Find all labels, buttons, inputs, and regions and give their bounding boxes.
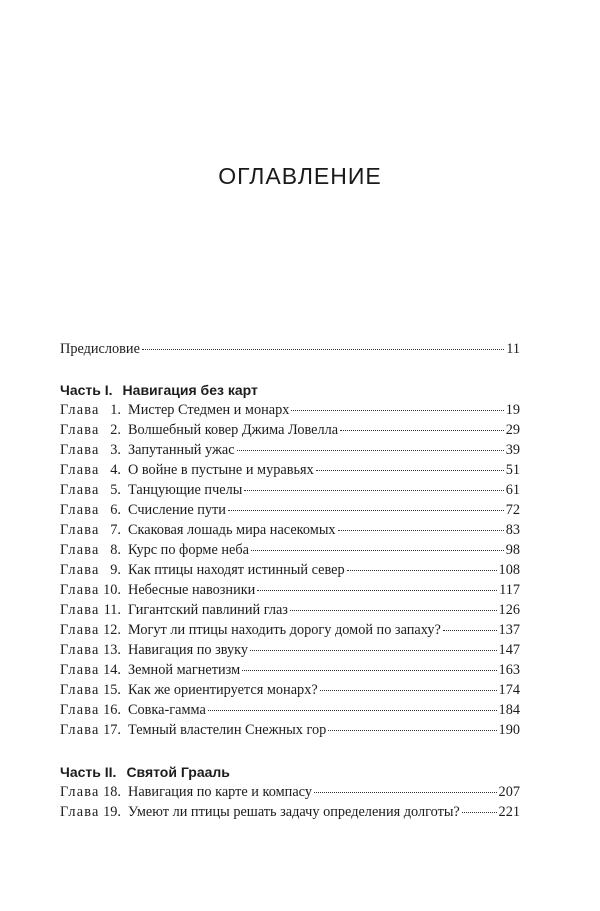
chapter-word: Глава <box>60 602 100 618</box>
dot-leader <box>316 470 504 471</box>
toc-entry-chapter[interactable] <box>60 540 520 560</box>
entry-page: 98 <box>505 542 520 558</box>
dot-leader <box>250 650 496 651</box>
chapter-number: 17. <box>103 722 121 738</box>
entry-page: 190 <box>498 722 520 738</box>
dot-leader <box>257 590 497 591</box>
chapter-word: Глава <box>60 722 100 738</box>
dot-leader <box>251 550 504 551</box>
table-of-contents <box>60 339 520 822</box>
chapter-number: 12. <box>103 622 121 638</box>
chapter-number: 14. <box>103 662 121 678</box>
toc-entry-chapter[interactable] <box>60 400 520 420</box>
toc-entry-chapter[interactable] <box>60 802 520 822</box>
chapter-word: Глава <box>60 462 100 478</box>
dot-leader <box>244 490 503 491</box>
chapter-number: 10. <box>103 582 121 598</box>
chapter-word: Глава <box>60 642 100 658</box>
entry-title: Навигация по звуку <box>128 642 249 658</box>
dot-leader <box>443 630 497 631</box>
toc-entry-chapter[interactable] <box>60 440 520 460</box>
chapter-number: 13. <box>103 642 121 658</box>
entry-title: Скаковая лошадь мира насекомых <box>128 522 336 538</box>
chapter-number: 18. <box>103 784 121 800</box>
toc-entry-chapter[interactable] <box>60 620 520 640</box>
chapter-word: Глава <box>60 702 100 718</box>
dot-leader <box>338 530 504 531</box>
entry-page: 117 <box>499 582 520 598</box>
chapter-word: Глава <box>60 442 100 458</box>
chapter-word: Глава <box>60 522 100 538</box>
chapter-word: Глава <box>60 562 100 578</box>
chapter-number: 3. <box>110 442 121 458</box>
chapter-word: Глава <box>60 622 100 638</box>
entry-page: 147 <box>498 642 520 658</box>
entry-title: Курс по форме неба <box>128 542 249 558</box>
entry-title: Небесные навозники <box>128 582 256 598</box>
entry-page: 174 <box>498 682 520 698</box>
toc-entry-chapter[interactable] <box>60 660 520 680</box>
toc-entry-chapter[interactable] <box>60 640 520 660</box>
entry-page: 11 <box>506 341 520 357</box>
toc-entry-chapter[interactable] <box>60 460 520 480</box>
part-label: Часть II. <box>60 764 117 780</box>
chapter-word: Глава <box>60 542 100 558</box>
part-heading[interactable] <box>60 380 520 400</box>
chapter-word: Глава <box>60 402 100 418</box>
chapter-number: 9. <box>110 562 121 578</box>
entry-title: Совка-гамма <box>128 702 206 718</box>
entry-page: 72 <box>505 502 520 518</box>
toc-entry-chapter[interactable] <box>60 520 520 540</box>
chapter-word: Глава <box>60 502 100 518</box>
chapter-number: 4. <box>110 462 121 478</box>
entry-page: 163 <box>498 662 520 678</box>
toc-entry-chapter[interactable] <box>60 720 520 740</box>
toc-entry-chapter[interactable] <box>60 700 520 720</box>
chapter-word: Глава <box>60 804 100 820</box>
chapter-number: 19. <box>103 804 121 820</box>
chapter-word: Глава <box>60 784 100 800</box>
chapter-word: Глава <box>60 482 100 498</box>
toc-entry-preface[interactable] <box>60 339 520 359</box>
entry-title: Гигантский павлиний глаз <box>128 602 288 618</box>
entry-title: Как птицы находят истинный север <box>128 562 345 578</box>
chapter-number: 2. <box>110 422 121 438</box>
toc-entry-chapter[interactable] <box>60 782 520 802</box>
page-title: ОГЛАВЛЕНИЕ <box>218 163 382 189</box>
entry-title: Навигация по карте и компасу <box>128 784 312 800</box>
entry-page: 19 <box>505 402 520 418</box>
toc-entry-chapter[interactable] <box>60 680 520 700</box>
chapter-number: 15. <box>103 682 121 698</box>
dot-leader <box>462 812 497 813</box>
chapter-number: 11. <box>103 602 121 618</box>
dot-leader <box>237 450 504 451</box>
chapter-number: 5. <box>110 482 121 498</box>
dot-leader <box>291 410 503 411</box>
entry-title: Умеют ли птицы решать задачу определения долготы? <box>128 804 460 820</box>
chapter-word: Глава <box>60 682 100 698</box>
entry-title: Предисловие <box>60 341 140 357</box>
entry-title: Темный властелин Снежных гор <box>128 722 327 738</box>
entry-page: 61 <box>505 482 520 498</box>
entry-title: О войне в пустыне и муравьях <box>128 462 314 478</box>
dot-leader <box>228 510 504 511</box>
part-label: Часть I. <box>60 382 113 398</box>
entry-page: 126 <box>498 602 520 618</box>
entry-page: 221 <box>498 804 520 820</box>
dot-leader <box>347 570 497 571</box>
toc-entry-chapter[interactable] <box>60 500 520 520</box>
toc-entry-chapter[interactable] <box>60 600 520 620</box>
entry-title: Земной магнетизм <box>128 662 241 678</box>
dot-leader <box>340 430 504 431</box>
parts-container <box>60 380 520 822</box>
entry-page: 184 <box>498 702 520 718</box>
chapter-number: 16. <box>103 702 121 718</box>
entry-page: 51 <box>505 462 520 478</box>
entry-page: 207 <box>498 784 520 800</box>
part-heading[interactable] <box>60 762 520 782</box>
chapter-word: Глава <box>60 422 100 438</box>
chapter-word: Глава <box>60 662 100 678</box>
entry-title: Танцующие пчелы <box>128 482 243 498</box>
entry-title: Мистер Стедмен и монарх <box>128 402 290 418</box>
chapter-number: 6. <box>110 502 121 518</box>
part-name: Навигация без карт <box>122 382 258 398</box>
toc-entry-chapter[interactable] <box>60 560 520 580</box>
toc-entry-chapter[interactable] <box>60 420 520 440</box>
toc-entry-chapter[interactable] <box>60 580 520 600</box>
dot-leader <box>208 710 497 711</box>
entry-title: Могут ли птицы находить дорогу домой по запаху? <box>128 622 441 638</box>
part-spacer <box>60 740 520 762</box>
dot-leader <box>320 690 497 691</box>
entry-page: 39 <box>505 442 520 458</box>
chapter-word: Глава <box>60 582 100 598</box>
dot-leader <box>142 349 504 350</box>
entry-title: Запутанный ужас <box>128 442 235 458</box>
dot-leader <box>314 792 497 793</box>
toc-entry-chapter[interactable] <box>60 480 520 500</box>
entry-title: Волшебный ковер Джима Ловелла <box>128 422 339 438</box>
chapter-number: 1. <box>110 402 121 418</box>
entry-page: 29 <box>505 422 520 438</box>
dot-leader <box>328 730 496 731</box>
dot-leader <box>242 670 496 671</box>
entry-title: Как же ориентируется монарх? <box>128 682 318 698</box>
dot-leader <box>290 610 497 611</box>
chapter-number: 7. <box>110 522 121 538</box>
part-name: Святой Грааль <box>126 764 230 780</box>
entry-page: 83 <box>505 522 520 538</box>
entry-page: 108 <box>498 562 520 578</box>
chapter-number: 8. <box>110 542 121 558</box>
entry-title: Счисление пути <box>128 502 226 518</box>
entry-page: 137 <box>498 622 520 638</box>
